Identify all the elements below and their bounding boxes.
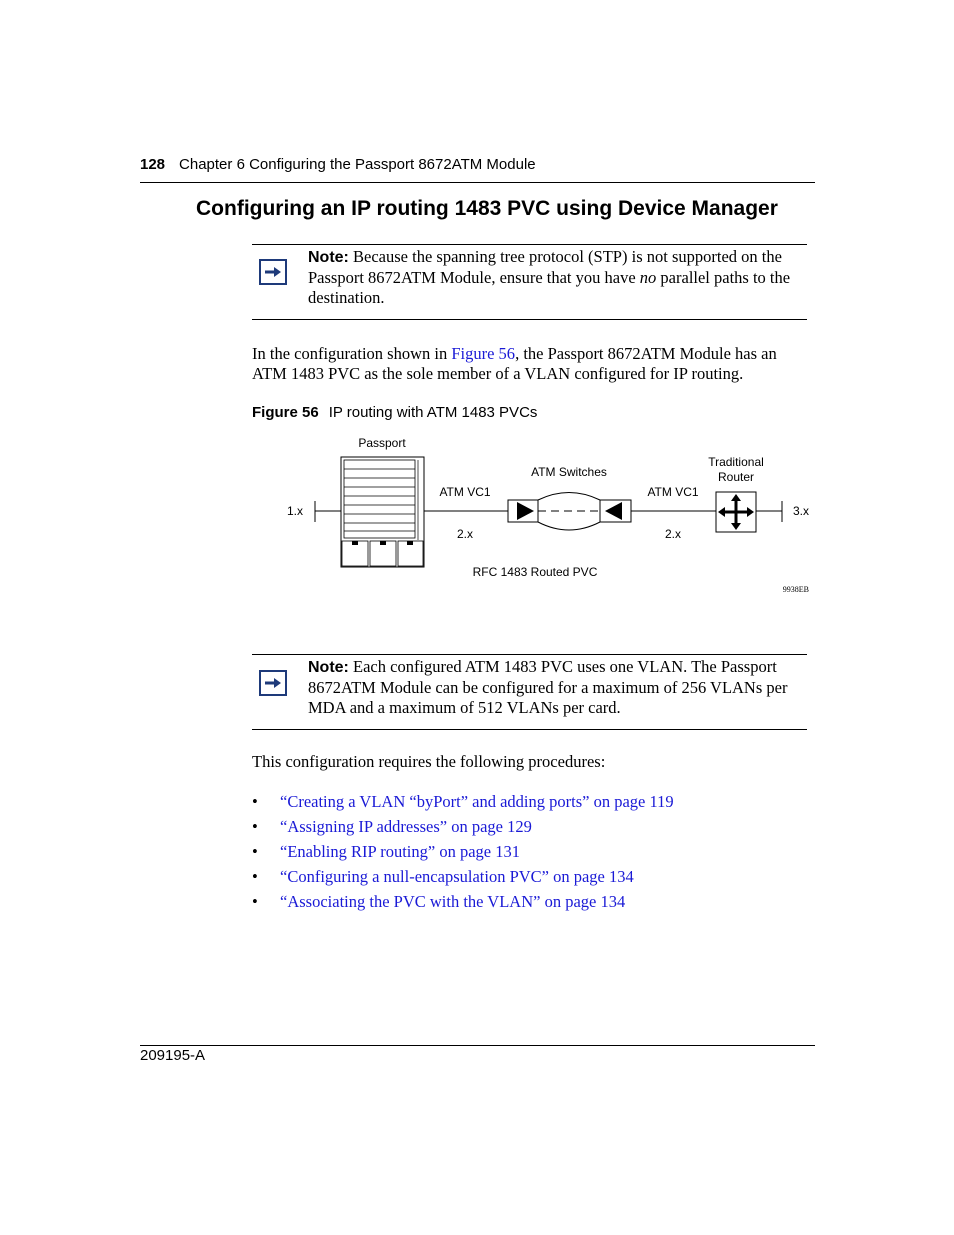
note2-label: Note: — [308, 659, 349, 676]
label-atm-vc1-right: ATM VC1 — [647, 485, 699, 499]
note2-body: Each configured ATM 1483 PVC uses one VLAN. The Passport 8672ATM Module can be configured for a maximum of 256 VLANs per MDA and a maximum of 512 VLANs per card. — [308, 657, 788, 717]
label-atm-vc1-left: ATM VC1 — [439, 485, 491, 499]
procedure-link[interactable]: “Configuring a null-encapsulation PVC” on page 134 — [280, 867, 634, 886]
label-rfc: RFC 1483 Routed PVC — [472, 565, 598, 579]
procedure-link[interactable]: “Associating the PVC with the VLAN” on page 134 — [280, 892, 626, 911]
intro-text-end: , the Passport 8672ATM Module has an ATM 1483 PVC as the sole member of a VLAN configured for IP routing. — [252, 344, 777, 383]
figure-56-link[interactable]: Figure 56 — [451, 344, 516, 363]
atm-cloud — [538, 493, 600, 531]
note2-bottom-rule — [252, 729, 807, 730]
list-item — [252, 817, 674, 842]
document-number: 209195-A — [140, 1047, 206, 1064]
bullet-icon: • — [252, 842, 258, 861]
label-router: Router — [717, 470, 755, 484]
bullet-icon: • — [252, 867, 258, 886]
page-number: 128 — [140, 156, 166, 173]
figure-number: Figure 56 — [252, 404, 319, 421]
chapter-title: Chapter 6 Configuring the Passport 8672ATM Module — [179, 156, 536, 173]
router-icon — [716, 492, 756, 532]
label-passport: Passport — [358, 436, 406, 450]
list-item — [252, 842, 674, 867]
procedure-link[interactable]: “Creating a VLAN “byPort” and adding ports” on page 119 — [280, 792, 674, 811]
footer-rule — [140, 1045, 815, 1046]
passport-chassis-icon — [341, 457, 424, 567]
label-left-net: 1.x — [286, 504, 304, 518]
label-atm-switches: ATM Switches — [531, 465, 607, 479]
intro-text: In the configuration shown in — [252, 344, 452, 363]
label-mid-left: 2.x — [456, 527, 474, 541]
note1-body-end: parallel paths to the destination. — [308, 268, 791, 307]
label-right-net: 3.x — [792, 504, 810, 518]
note1-body: Because the spanning tree protocol (STP) is not supported on the Passport 8672ATM Module, ensure that you have — [308, 247, 782, 287]
note2-top-rule — [252, 654, 807, 655]
bullet-icon: • — [252, 817, 258, 836]
list-item — [252, 867, 674, 892]
section-title: Configuring an IP routing 1483 PVC using Device Manager — [196, 197, 778, 220]
atm-switch-left-icon — [508, 500, 538, 522]
note1-label: Note: — [308, 249, 349, 266]
procedure-list — [252, 792, 674, 917]
atm-switch-right-icon — [600, 500, 631, 522]
procedure-link[interactable]: “Enabling RIP routing” on page 131 — [280, 842, 520, 861]
list-item — [252, 892, 674, 917]
label-traditional: Traditional — [708, 455, 764, 469]
label-mid-right: 2.x — [664, 527, 682, 541]
arrow-right-icon — [259, 670, 287, 696]
figure-id: 9938EB — [782, 585, 809, 594]
procedure-link[interactable]: “Assigning IP addresses” on page 129 — [280, 817, 532, 836]
list-item — [252, 792, 674, 817]
note2-text — [308, 657, 808, 718]
procedures-intro: This configuration requires the following procedures: — [252, 752, 606, 771]
bullet-icon: • — [252, 792, 258, 811]
bullet-icon: • — [252, 892, 258, 911]
note1-emphasis: no — [639, 268, 657, 287]
figure-caption-text: IP routing with ATM 1483 PVCs — [328, 404, 538, 421]
